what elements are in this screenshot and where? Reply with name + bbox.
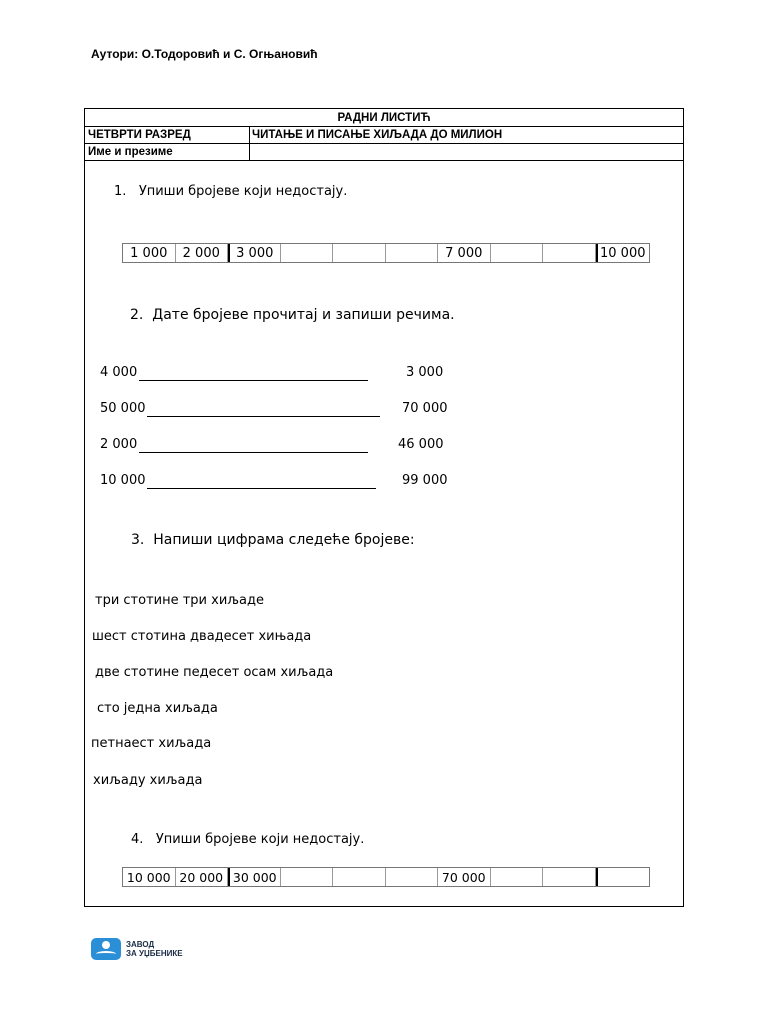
- task4-number: 4.: [131, 832, 144, 847]
- task2-left-number: 50 000: [100, 401, 146, 416]
- logo-line1: ЗАВОД: [126, 940, 155, 949]
- task2-left-number: 4 000: [100, 365, 138, 380]
- answer-line[interactable]: [147, 488, 376, 489]
- task4-instruction: [131, 832, 364, 847]
- number-cell-blank[interactable]: [281, 868, 334, 886]
- task2-instruction: [130, 307, 455, 323]
- task2-right-number: 46 000: [398, 437, 444, 452]
- answer-line[interactable]: [147, 416, 380, 417]
- task1-number: 1.: [114, 184, 127, 199]
- number-cell-blank[interactable]: [543, 868, 596, 886]
- number-cell: 7 000: [438, 244, 491, 262]
- answer-line[interactable]: [139, 452, 368, 453]
- number-cell: 30 000: [228, 868, 281, 886]
- number-cell-blank[interactable]: [386, 868, 439, 886]
- task1-number-line: [122, 243, 650, 263]
- number-cell-blank[interactable]: [281, 244, 334, 262]
- answer-line[interactable]: [139, 380, 368, 381]
- task4-text: Упиши бројеве који недостају.: [155, 832, 365, 847]
- topic-label: ЧИТАЊЕ И ПИСАЊЕ ХИЉАДА ДО МИЛИОН: [252, 129, 503, 141]
- number-cell-blank[interactable]: [333, 244, 386, 262]
- number-cell: 20 000: [176, 868, 229, 886]
- number-cell: 10 000: [596, 244, 649, 262]
- task3-number: 3.: [131, 532, 145, 548]
- task3-item: петнаест хиљада: [91, 736, 212, 751]
- task3-text: Напиши цифрама следеће бројеве:: [153, 532, 415, 548]
- grade-label: ЧЕТВРТИ РАЗРЕД: [88, 129, 191, 141]
- number-cell: 1 000: [123, 244, 176, 262]
- task2-right-number: 99 000: [402, 473, 448, 488]
- task2-right-number: 3 000: [406, 365, 444, 380]
- number-cell: 3 000: [228, 244, 281, 262]
- task2-left-number: 10 000: [100, 473, 146, 488]
- worksheet-title: РАДНИ ЛИСТИЋ: [337, 111, 431, 124]
- task2-text: Дате бројеве прочитај и запиши речима.: [152, 307, 455, 323]
- task3-item: две стотине педесет осам хиљада: [95, 665, 334, 680]
- number-cell-blank[interactable]: [491, 868, 544, 886]
- task3-item: хиљаду хиљада: [93, 773, 203, 788]
- number-cell: 10 000: [123, 868, 176, 886]
- worksheet: [84, 108, 684, 907]
- task3-instruction: [131, 532, 415, 548]
- publisher-logo: [91, 938, 183, 960]
- task3-item: шест стотина двадесет хињада: [92, 629, 312, 644]
- number-cell: 70 000: [438, 868, 491, 886]
- header-grade-row: [85, 127, 683, 144]
- task1-text: Упиши бројеве који недостају.: [138, 184, 348, 199]
- task3-item: три стотине три хиљаде: [95, 593, 264, 608]
- number-cell-blank[interactable]: [596, 868, 649, 886]
- number-cell: 2 000: [176, 244, 229, 262]
- task2-right-number: 70 000: [402, 401, 448, 416]
- publisher-logo-icon: [91, 938, 121, 960]
- task1-instruction: [114, 184, 347, 199]
- name-label: Име и презиме: [88, 146, 173, 158]
- number-cell-blank[interactable]: [543, 244, 596, 262]
- logo-line2: ЗА УЏБЕНИКЕ: [126, 949, 183, 958]
- number-cell-blank[interactable]: [491, 244, 544, 262]
- name-field[interactable]: [249, 144, 679, 160]
- header-title-row: [85, 109, 683, 127]
- number-cell-blank[interactable]: [333, 868, 386, 886]
- number-cell-blank[interactable]: [386, 244, 439, 262]
- task3-item: сто једна хиљада: [97, 701, 218, 716]
- publisher-logo-text: [126, 940, 183, 958]
- task2-number: 2.: [130, 307, 144, 323]
- header-name-row: [85, 144, 683, 161]
- task4-number-line: [122, 867, 650, 887]
- authors-line: Аутори: О.Тодоровић и С. Огњановић: [91, 47, 318, 61]
- task2-left-number: 2 000: [100, 437, 138, 452]
